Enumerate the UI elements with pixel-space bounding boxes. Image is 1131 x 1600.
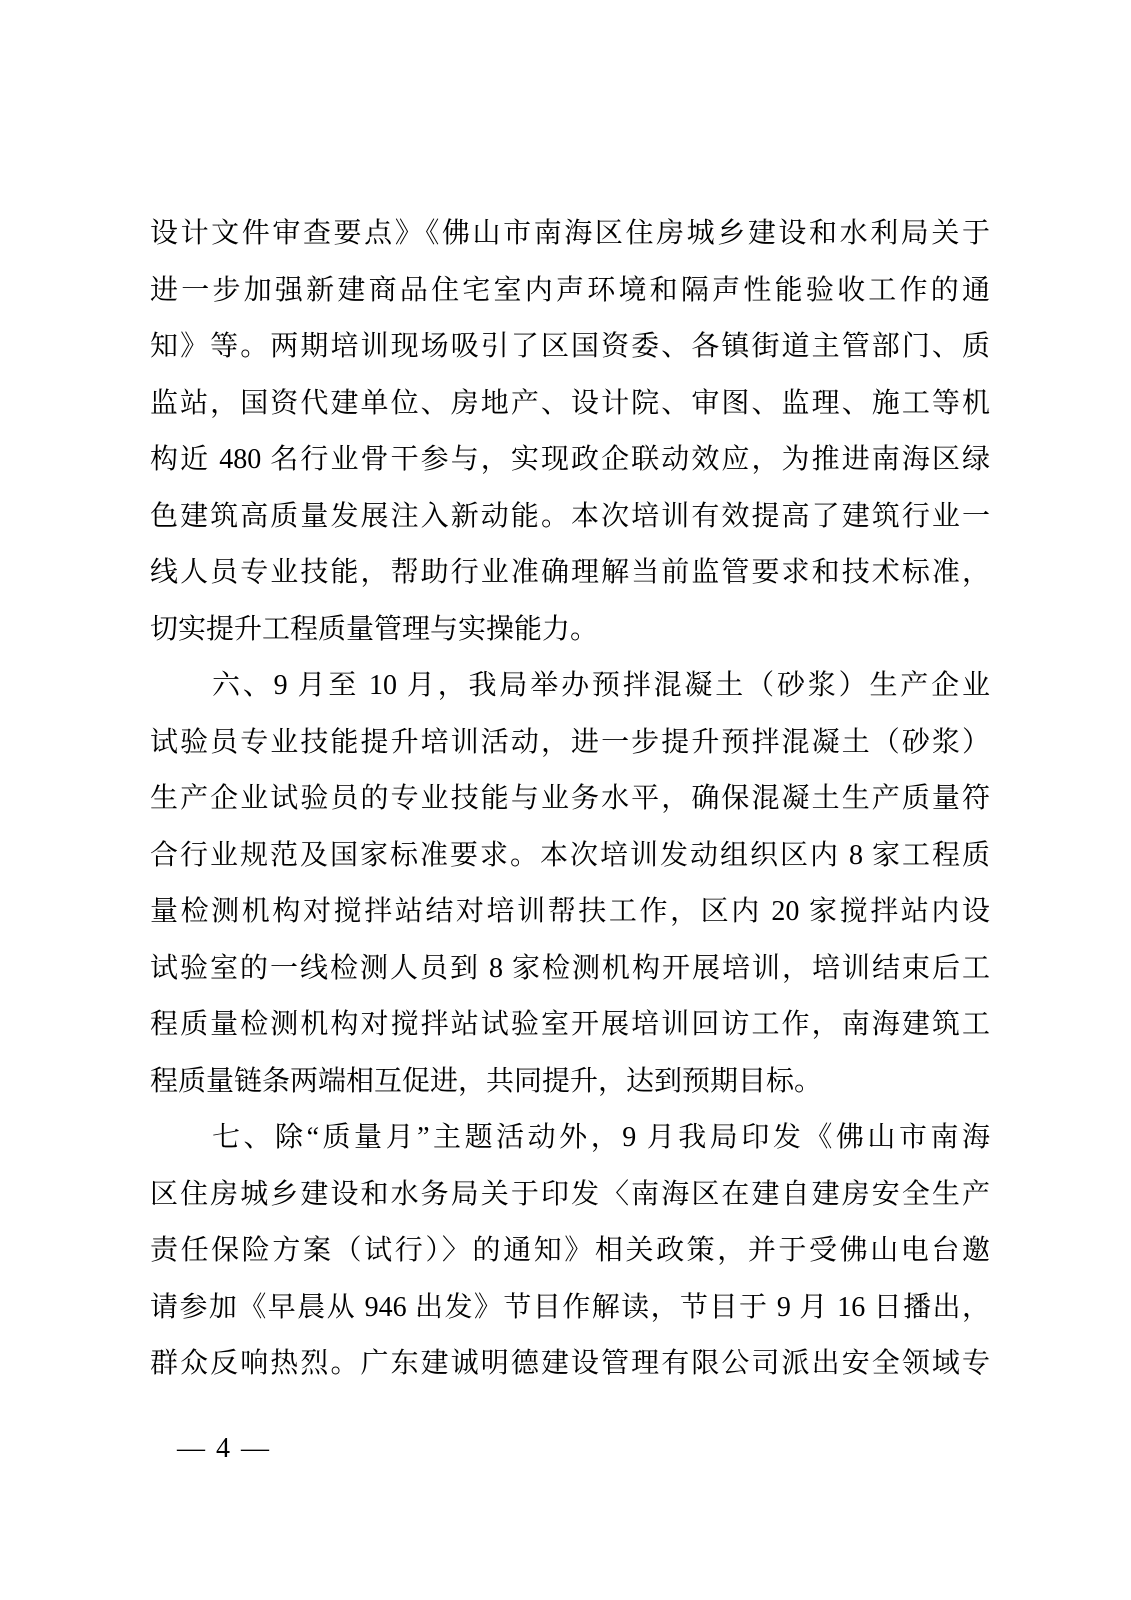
text-line: 责任保险方案（试行）〉的通知》相关政策，并于受佛山电台邀 bbox=[150, 1235, 990, 1266]
text-line: 请参加《早晨从 946 出发》节目作解读，节目于 9 月 16 日播出， bbox=[150, 1291, 990, 1323]
page-number: — 4 — bbox=[177, 1433, 271, 1464]
text-line: 区住房城乡建设和水务局关于印发〈南海区在建自建房安全生产 bbox=[150, 1178, 990, 1210]
text-line: 线人员专业技能，帮助行业准确理解当前监管要求和技术标准， bbox=[150, 557, 990, 588]
text-line: 生产企业试验员的专业技能与业务水平，确保混凝土生产质量符 bbox=[150, 783, 990, 814]
paragraph bbox=[150, 1110, 990, 1393]
paragraph bbox=[150, 206, 990, 658]
paragraph bbox=[150, 658, 990, 1110]
text-line: 切实提升工程质量管理与实操能力。 bbox=[150, 613, 599, 645]
text-line: 监站，国资代建单位、房地产、设计院、审图、监理、施工等机 bbox=[150, 387, 990, 419]
text-line: 程质量检测机构对搅拌站试验室开展培训回访工作，南海建筑工 bbox=[150, 1009, 990, 1040]
text-line: 试验室的一线检测人员到 8 家检测机构开展培训，培训结束后工 bbox=[150, 952, 990, 984]
text-line: 色建筑高质量发展注入新动能。本次培训有效提高了建筑行业一 bbox=[150, 500, 990, 532]
document-body bbox=[150, 206, 990, 1393]
text-line: 试验员专业技能提升培训活动，进一步提升预拌混凝土（砂浆） bbox=[150, 726, 990, 758]
text-line: 程质量链条两端相互促进，共同提升，达到预期目标。 bbox=[150, 1065, 823, 1097]
text-line: 六、9 月至 10 月，我局举办预拌混凝土（砂浆）生产企业 bbox=[212, 670, 990, 701]
text-line: 设计文件审查要点》《佛山市南海区住房城乡建设和水利局关于 bbox=[150, 218, 990, 249]
text-line: 群众反响热烈。广东建诚明德建设管理有限公司派出安全领域专 bbox=[150, 1348, 990, 1379]
text-line: 构近 480 名行业骨干参与，实现政企联动效应，为推进南海区绿 bbox=[150, 444, 990, 475]
text-line: 合行业规范及国家标准要求。本次培训发动组织区内 8 家工程质 bbox=[150, 839, 990, 871]
text-line: 量检测机构对搅拌站结对培训帮扶工作，区内 20 家搅拌站内设 bbox=[150, 896, 990, 927]
text-line: 进一步加强新建商品住宅室内声环境和隔声性能验收工作的通 bbox=[150, 274, 990, 306]
text-line: 知》等。两期培训现场吸引了区国资委、各镇街道主管部门、质 bbox=[150, 331, 990, 362]
text-line: 七、除“质量月”主题活动外，9 月我局印发《佛山市南海 bbox=[212, 1122, 990, 1153]
